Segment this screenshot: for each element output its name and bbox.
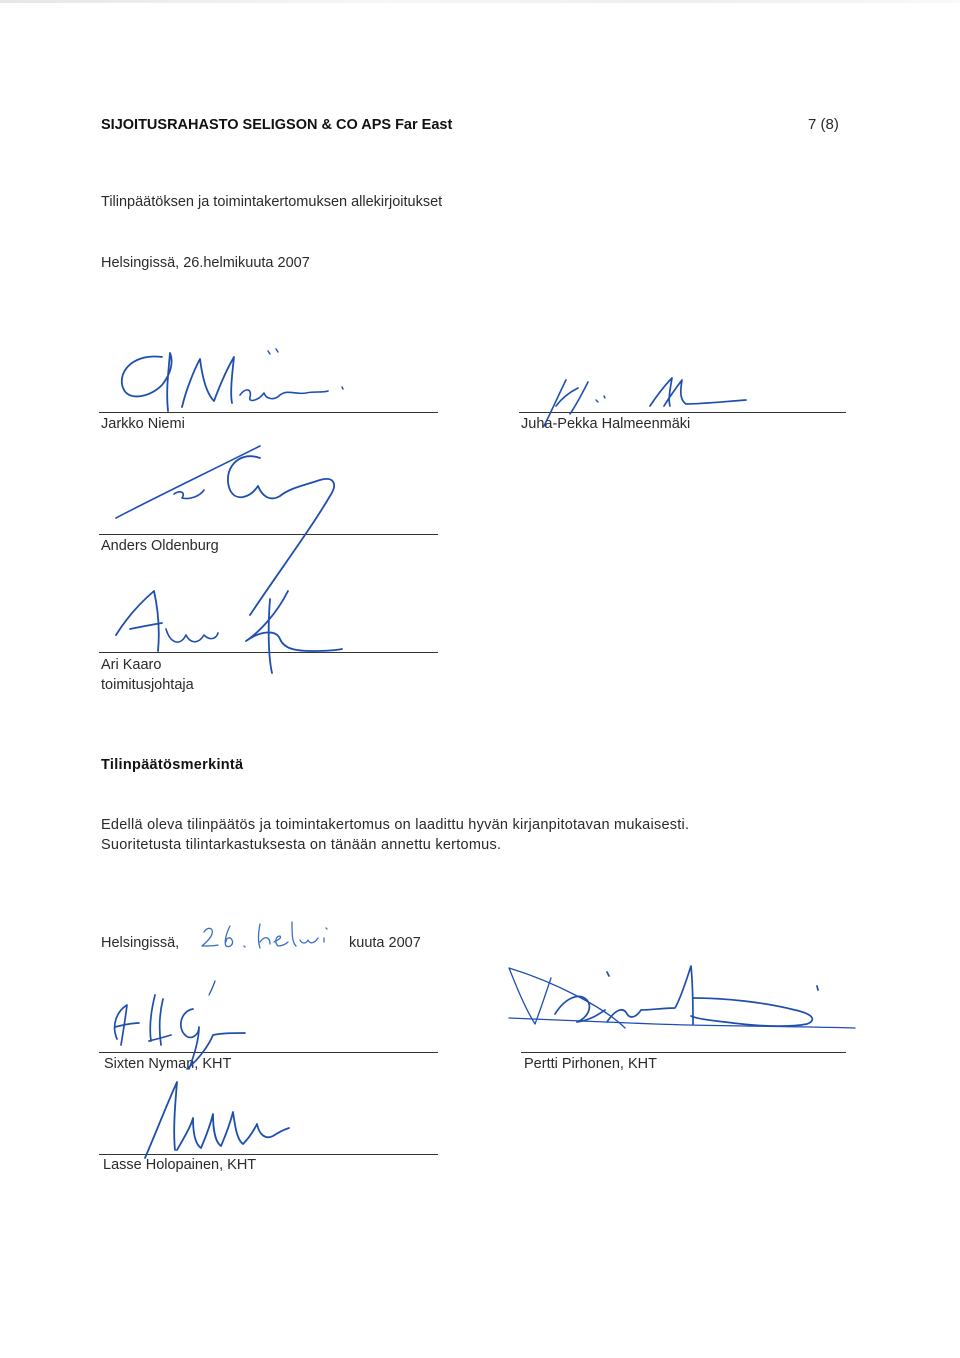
- signer-name: Juha-Pekka Halmeenmäki: [521, 416, 691, 432]
- signer-name: Jarkko Niemi: [101, 416, 185, 432]
- place-date: Helsingissä, 26.helmikuuta 2007: [101, 255, 310, 271]
- handwritten-date: [192, 908, 342, 958]
- signature-pertti-pirhonen: [495, 958, 865, 1050]
- signature-jarkko-niemi: [110, 345, 360, 420]
- signer-name: Anders Oldenburg: [101, 538, 219, 554]
- auditor-line-2: [521, 1052, 846, 1053]
- auditor-name: Pertti Pirhonen, KHT: [524, 1056, 657, 1072]
- page-number: 7 (8): [808, 116, 839, 133]
- auditor-line-3: [99, 1154, 438, 1155]
- signature-anders-oldenburg: [110, 440, 350, 620]
- audit-text-line-1: Edellä oleva tilinpäätös ja toimintakertomus on laadittu hyvän kirjanpitotavan mukaisesti.: [101, 817, 690, 833]
- audit-text-line-2: Suoritetusta tilintarkastuksesta on tänään annettu kertomus.: [101, 837, 502, 853]
- signature-line-4: [99, 652, 438, 653]
- signature-line-1: [99, 412, 438, 413]
- signer-role: toimitusjohtaja: [101, 677, 194, 693]
- signatures-title: Tilinpäätöksen ja toimintakertomuksen allekirjoitukset: [101, 194, 443, 210]
- signer-name: Ari Kaaro: [101, 657, 162, 673]
- auditor-name: Lasse Holopainen, KHT: [103, 1157, 257, 1173]
- audit-place-prefix: Helsingissä,: [101, 935, 180, 951]
- signature-line-3: [99, 534, 438, 535]
- auditor-name: Sixten Nyman, KHT: [104, 1056, 232, 1072]
- auditor-line-1: [99, 1052, 438, 1053]
- signature-lasse-holopainen: [105, 1070, 315, 1165]
- audit-title: Tilinpäätösmerkintä: [101, 757, 244, 773]
- signature-line-2: [519, 412, 846, 413]
- company-title: SIJOITUSRAHASTO SELIGSON & CO APS Far East: [101, 117, 453, 133]
- audit-month-suffix: kuuta 2007: [349, 935, 421, 951]
- scan-edge: [0, 0, 960, 3]
